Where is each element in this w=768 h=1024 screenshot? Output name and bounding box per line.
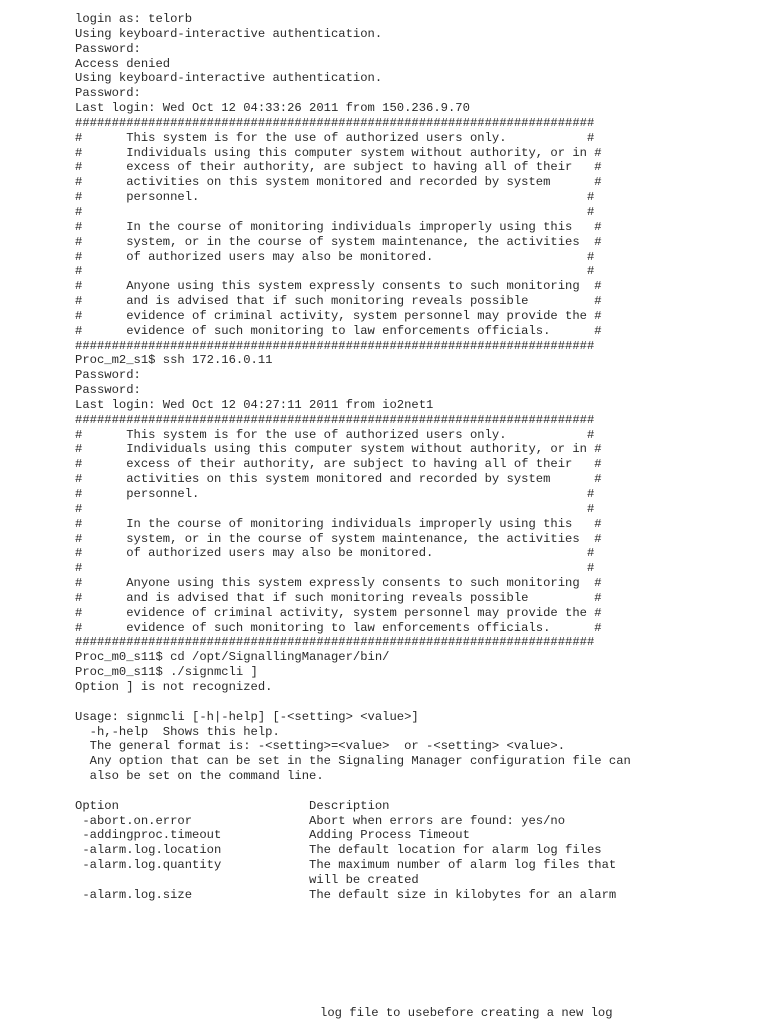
terminal-line: ####################################################################### (75, 338, 595, 353)
terminal-line: Password: (75, 86, 141, 101)
terminal-line: # Individuals using this computer system without authority, or in # (75, 145, 602, 160)
terminal-line: Access denied (75, 56, 171, 71)
terminal-line: # # (75, 501, 595, 516)
terminal-line: # personnel. # (75, 487, 595, 501)
terminal-line: # This system is for the use of authorized users only. # (75, 427, 595, 442)
terminal-line: # evidence of such monitoring to law enforcements officials. # (75, 620, 602, 635)
terminal-line: # of authorized users may also be monitored. # (75, 249, 595, 264)
terminal-line: # Anyone using this system expressly consents to such monitoring # (75, 576, 602, 591)
terminal-line (75, 695, 755, 710)
terminal-line: Any option that can be set in the Signaling Manager configuration file can (75, 754, 631, 769)
terminal-line: # system, or in the course of system maintenance, the activities # (75, 234, 602, 249)
terminal-line: # system, or in the course of system maintenance, the activities # (75, 531, 602, 546)
terminal-line: ####################################################################### (75, 635, 595, 650)
terminal-line: also be set on the command line. (75, 769, 324, 784)
terminal-output-fragment: log file to usebefore creating a new log (320, 1006, 613, 1020)
terminal-line: Proc_m0_s11$ ./signmcli ] (75, 665, 258, 680)
terminal-line: # Anyone using this system expressly consents to such monitoring # (75, 279, 602, 294)
terminal-line: ####################################################################### (75, 412, 595, 427)
terminal-line: # activities on this system monitored and recorded by system # (75, 472, 602, 487)
terminal-line: Using keyboard-interactive authentication. (75, 71, 383, 86)
terminal-line: Last login: Wed Oct 12 04:27:11 2011 from io2net1 (75, 397, 434, 412)
terminal-line: -abort.on.error Abort when errors are found: yes/no (75, 813, 566, 828)
terminal-line: Option ] is not recognized. (75, 679, 273, 694)
terminal-line: # # (75, 561, 595, 576)
terminal-line: Last login: Wed Oct 12 04:33:26 2011 from 150.236.9.70 (75, 101, 470, 116)
terminal-line: Using keyboard-interactive authentication. (75, 26, 383, 41)
terminal-line: -alarm.log.location The default location for alarm log files (75, 843, 602, 858)
terminal-line: # # (75, 204, 595, 219)
terminal-line: # excess of their authority, are subject to having all of their # (75, 457, 602, 472)
terminal-line: # and is advised that if such monitoring reveals possible # (75, 294, 602, 309)
terminal-line: -alarm.log.quantity The maximum number of alarm log files that (75, 858, 617, 873)
terminal-line: # activities on this system monitored and recorded by system # (75, 175, 602, 190)
terminal-line: -addingproc.timeout Adding Process Timeout (75, 828, 470, 843)
terminal-line: -h,-help Shows this help. (75, 724, 280, 739)
terminal-line: # # (75, 264, 595, 279)
terminal-line: # evidence of criminal activity, system personnel may provide the # (75, 605, 602, 620)
terminal-output (75, 12, 755, 903)
terminal-line (75, 784, 755, 799)
terminal-line: Password: (75, 368, 141, 383)
terminal-line: Proc_m0_s11$ cd /opt/SignallingManager/bin/ (75, 650, 390, 665)
terminal-line: Password: (75, 41, 141, 56)
terminal-line: # and is advised that if such monitoring reveals possible # (75, 590, 602, 605)
terminal-line: # In the course of monitoring individuals improperly using this # (75, 516, 602, 531)
terminal-line: # In the course of monitoring individuals improperly using this # (75, 219, 602, 234)
terminal-line: # This system is for the use of authorized users only. # (75, 130, 595, 145)
terminal-line: -alarm.log.size The default size in kilobytes for an alarm (75, 887, 617, 902)
terminal-line: # evidence of criminal activity, system personnel may provide the # (75, 308, 602, 323)
terminal-line: ####################################################################### (75, 115, 595, 130)
terminal-line: # of authorized users may also be monitored. # (75, 546, 595, 561)
terminal-line: Proc_m2_s1$ ssh 172.16.0.11 (75, 353, 273, 368)
terminal-line: # Individuals using this computer system without authority, or in # (75, 442, 602, 457)
terminal-line: # evidence of such monitoring to law enforcements officials. # (75, 323, 602, 338)
terminal-line: Password: (75, 383, 141, 398)
terminal-line: # personnel. # (75, 190, 595, 205)
terminal-line: The general format is: -<setting>=<value> or -<setting> <value>. (75, 739, 566, 754)
terminal-line: login as: telorb (75, 12, 193, 26)
terminal-line: # excess of their authority, are subject to having all of their # (75, 160, 602, 175)
terminal-line: Usage: signmcli [-h|-help] [-<setting> <value>] (75, 709, 419, 724)
terminal-line: will be created (75, 872, 419, 887)
terminal-line: Option Description (75, 798, 390, 813)
